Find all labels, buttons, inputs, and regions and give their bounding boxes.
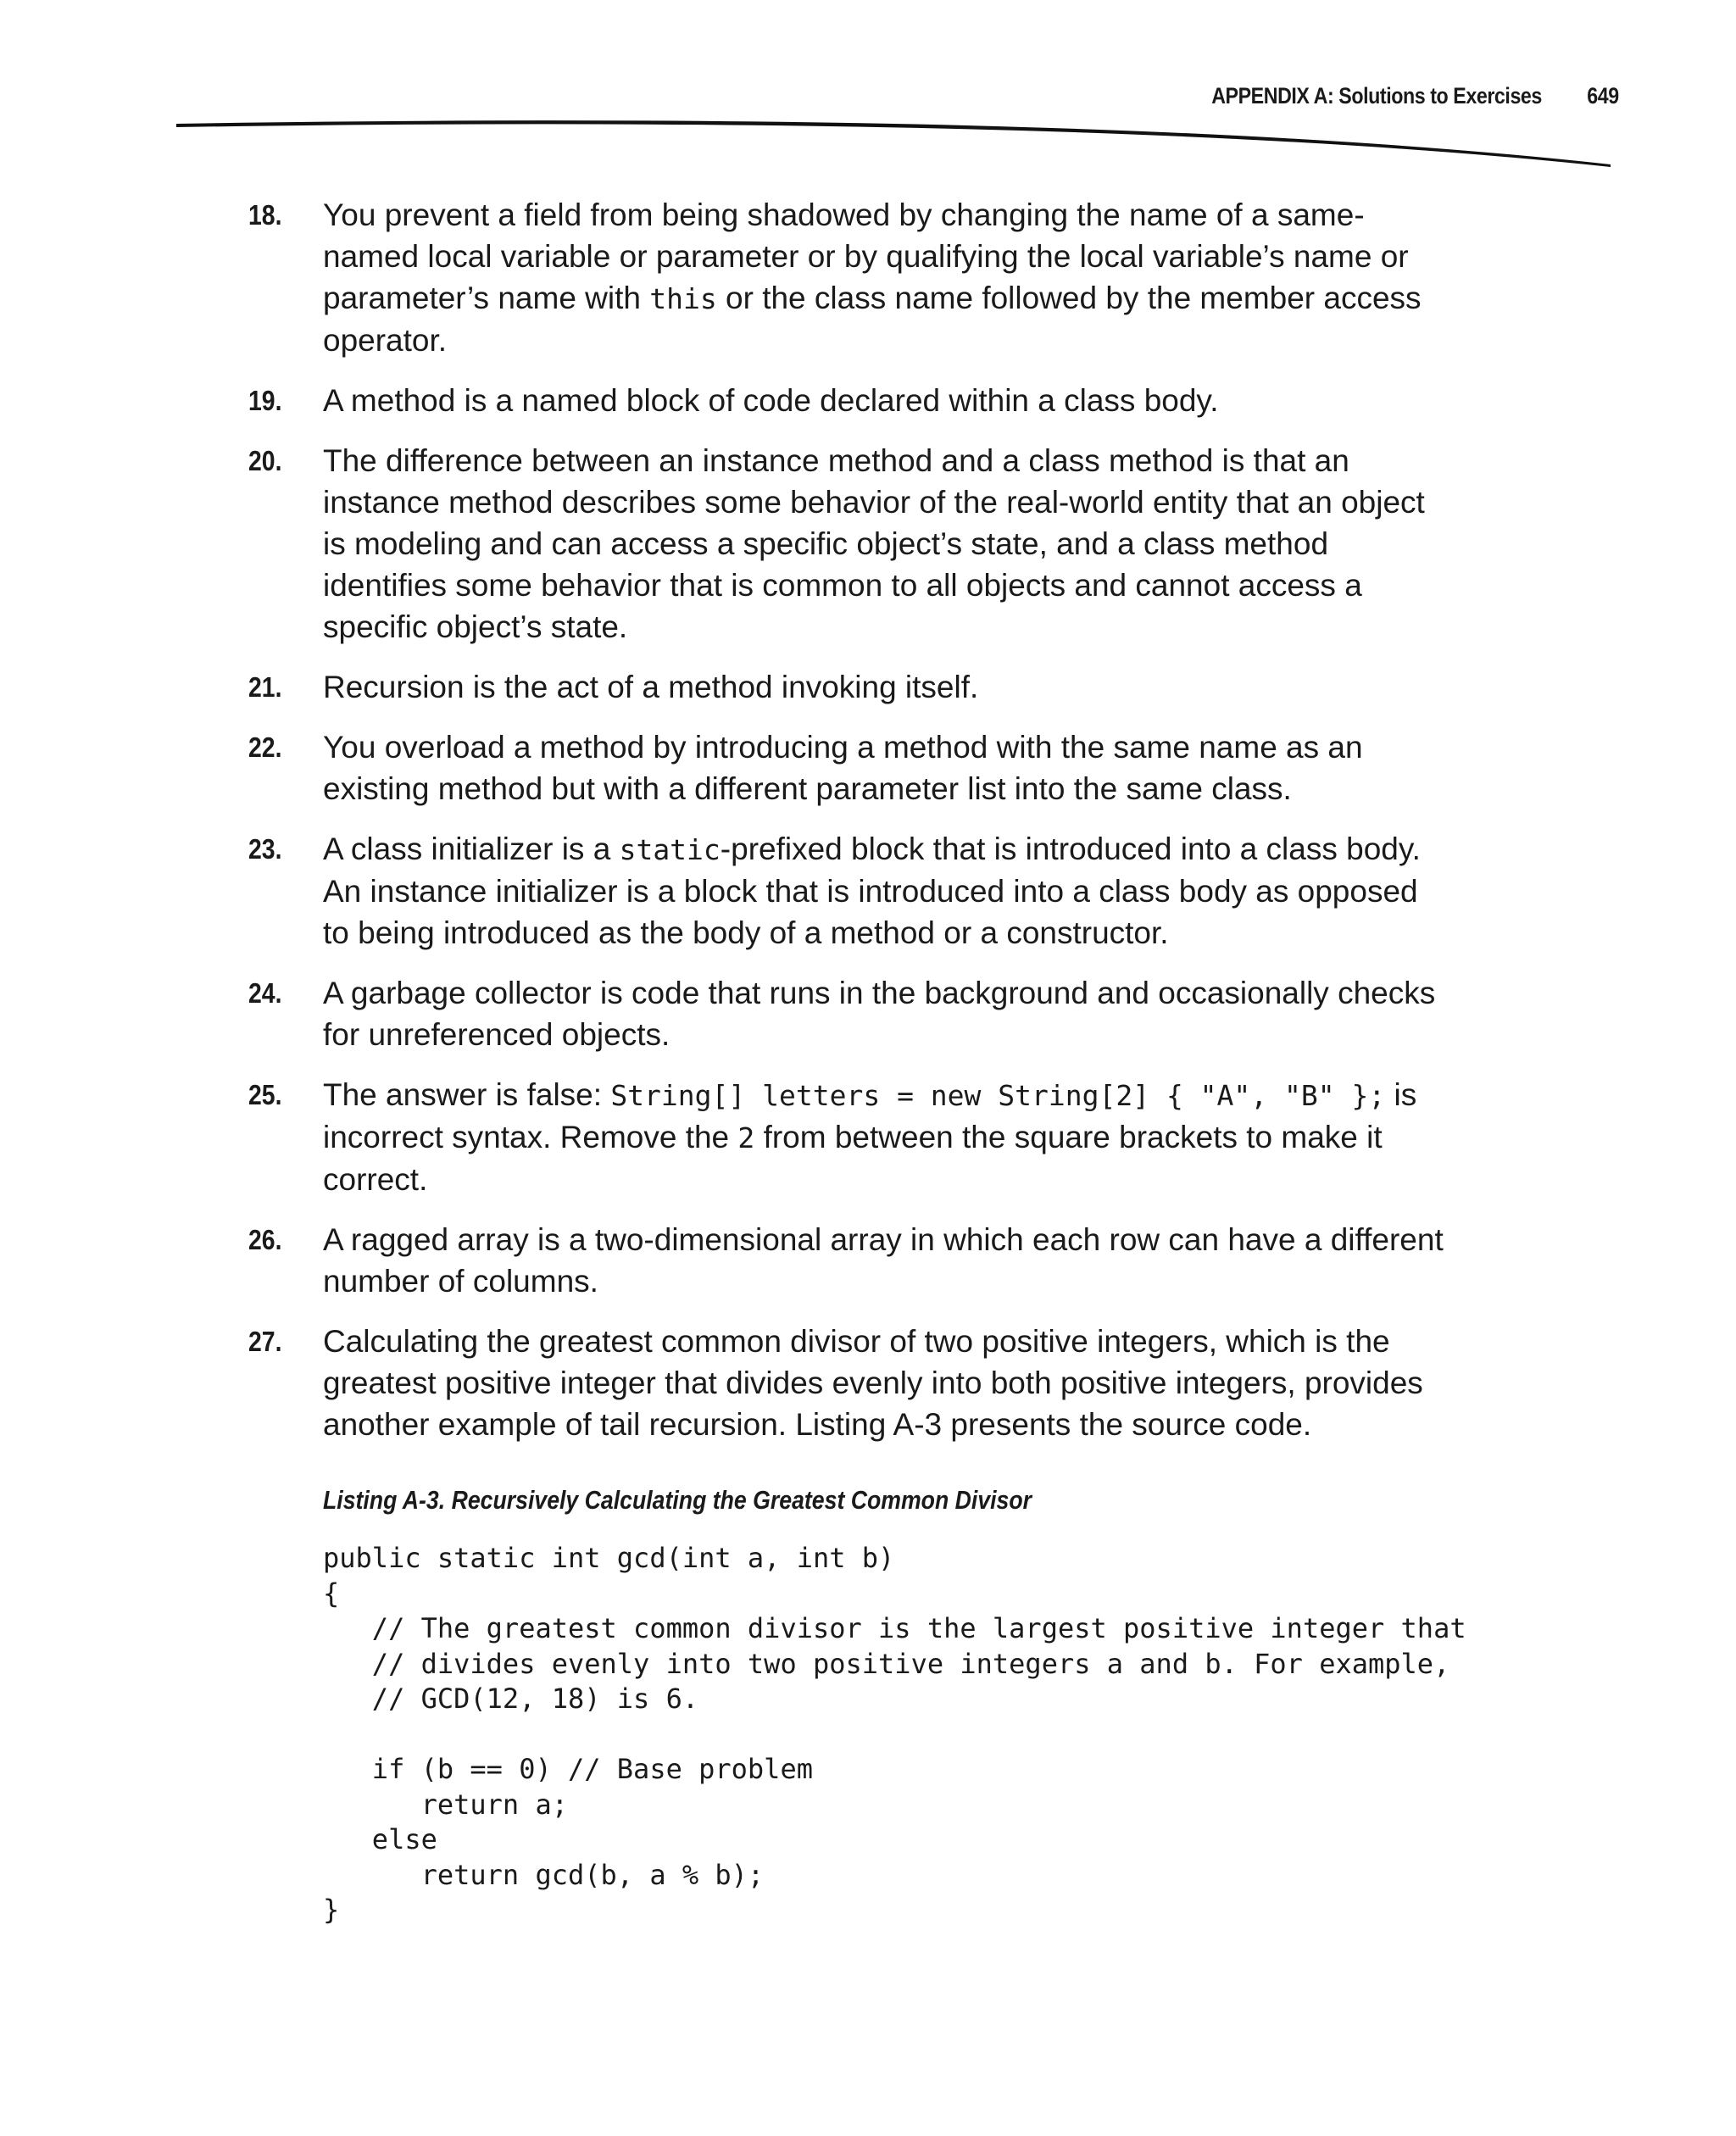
answer-text (323, 194, 1452, 361)
answer-list (248, 194, 1452, 1464)
answer-text (323, 666, 1452, 708)
answer-text-run: A method is a named block of code declared within a class body. (323, 383, 1219, 418)
answer-item (248, 1321, 1452, 1445)
answer-text (323, 1219, 1452, 1302)
answer-text (323, 380, 1452, 421)
answer-number: 23. (248, 833, 282, 865)
code-line: // divides evenly into two positive integers a and b. For example, (323, 1647, 1450, 1680)
answer-number: 22. (248, 731, 282, 763)
page-number: 649 (1587, 83, 1619, 108)
answer-text (323, 972, 1452, 1055)
code-line: return a; (323, 1788, 568, 1821)
code-line: { (323, 1577, 340, 1610)
answer-number: 18. (248, 199, 282, 231)
answer-number: 27. (248, 1326, 282, 1357)
answer-text-run: from between the square brackets to make it correct. (323, 1120, 1383, 1197)
answer-number: 21. (248, 671, 282, 703)
code-line: else (323, 1823, 437, 1855)
answer-text (323, 440, 1452, 648)
answer-text (323, 828, 1452, 954)
answer-item (248, 666, 1452, 708)
answer-text-run: Calculating the greatest common divisor of two positive integers, which is the greatest positive integer that divides evenly into both positive integers, provides another example of tail recursion. Listing A-3 presents the source code. (323, 1324, 1423, 1442)
inline-code: 2 (737, 1121, 755, 1154)
code-line: return gcd(b, a % b); (323, 1858, 765, 1891)
answer-text-run: or the class name followed by the member access operator. (323, 281, 1422, 358)
answer-item (248, 1074, 1452, 1200)
running-head-title: APPENDIX A: Solutions to Exercises (1211, 83, 1543, 108)
answer-text-run: is incorrect syntax. Remove the (323, 1077, 1417, 1154)
code-listing (323, 1541, 1466, 1928)
answer-text-run: The difference between an instance method and a class method is that an instance method describes some behavior of the real-world entity that an object is modeling and can access a specific object’s state, and a class method identifies some behavior that is common to all objects and cannot access a specific object’s state. (323, 443, 1425, 644)
answer-item (248, 194, 1452, 361)
listing-caption: Listing A-3. Recursively Calculating the Greatest Common Divisor (323, 1485, 1032, 1515)
answer-item (248, 972, 1452, 1055)
running-head (1212, 83, 1619, 109)
answer-number: 25. (248, 1079, 282, 1110)
answer-text-run: -prefixed block that is introduced into a class body. An instance initializer is a block that is introduced into a class body as opposed to being introduced as the body of a method or a constructor. (323, 832, 1421, 950)
answer-text-run: A class initializer is a (323, 832, 620, 866)
answer-item (248, 726, 1452, 809)
answer-item (248, 828, 1452, 954)
code-line: public static int gcd(int a, int b) (323, 1542, 895, 1574)
answer-text-run: The answer is false: (323, 1077, 611, 1112)
answer-text-run: You overload a method by introducing a method with the same name as an existing method but with a different parameter list into the same class. (323, 730, 1363, 806)
code-line: } (323, 1894, 340, 1926)
answer-item (248, 1219, 1452, 1302)
code-line: if (b == 0) // Base problem (323, 1753, 813, 1785)
answer-text (323, 1074, 1452, 1200)
inline-code: String[] letters = new String[2] { "A", "B" }; (610, 1079, 1386, 1112)
answer-number: 26. (248, 1224, 282, 1255)
answer-number: 24. (248, 977, 282, 1009)
answer-text-run: You prevent a field from being shadowed by changing the name of a same-named local variable or parameter or by qualifying the local variable’s name or parameter’s name with (323, 197, 1409, 315)
answer-text-run: A garbage collector is code that runs in the background and occasionally checks for unreferenced objects. (323, 976, 1436, 1052)
answer-text (323, 726, 1452, 809)
answer-number: 20. (248, 445, 282, 476)
code-line: // The greatest common divisor is the largest positive integer that (323, 1612, 1466, 1644)
answer-text-run: Recursion is the act of a method invoking itself. (323, 670, 979, 704)
answer-item (248, 380, 1452, 421)
answer-text-run: A ragged array is a two-dimensional array in which each row can have a different number of columns. (323, 1222, 1444, 1299)
inline-code: this (649, 282, 717, 315)
code-line: // GCD(12, 18) is 6. (323, 1683, 699, 1715)
answer-number: 19. (248, 385, 282, 416)
answer-text (323, 1321, 1452, 1445)
answer-item (248, 440, 1452, 648)
inline-code: static (619, 833, 721, 866)
header-rule (0, 108, 1736, 176)
code-line (323, 1717, 1466, 1753)
